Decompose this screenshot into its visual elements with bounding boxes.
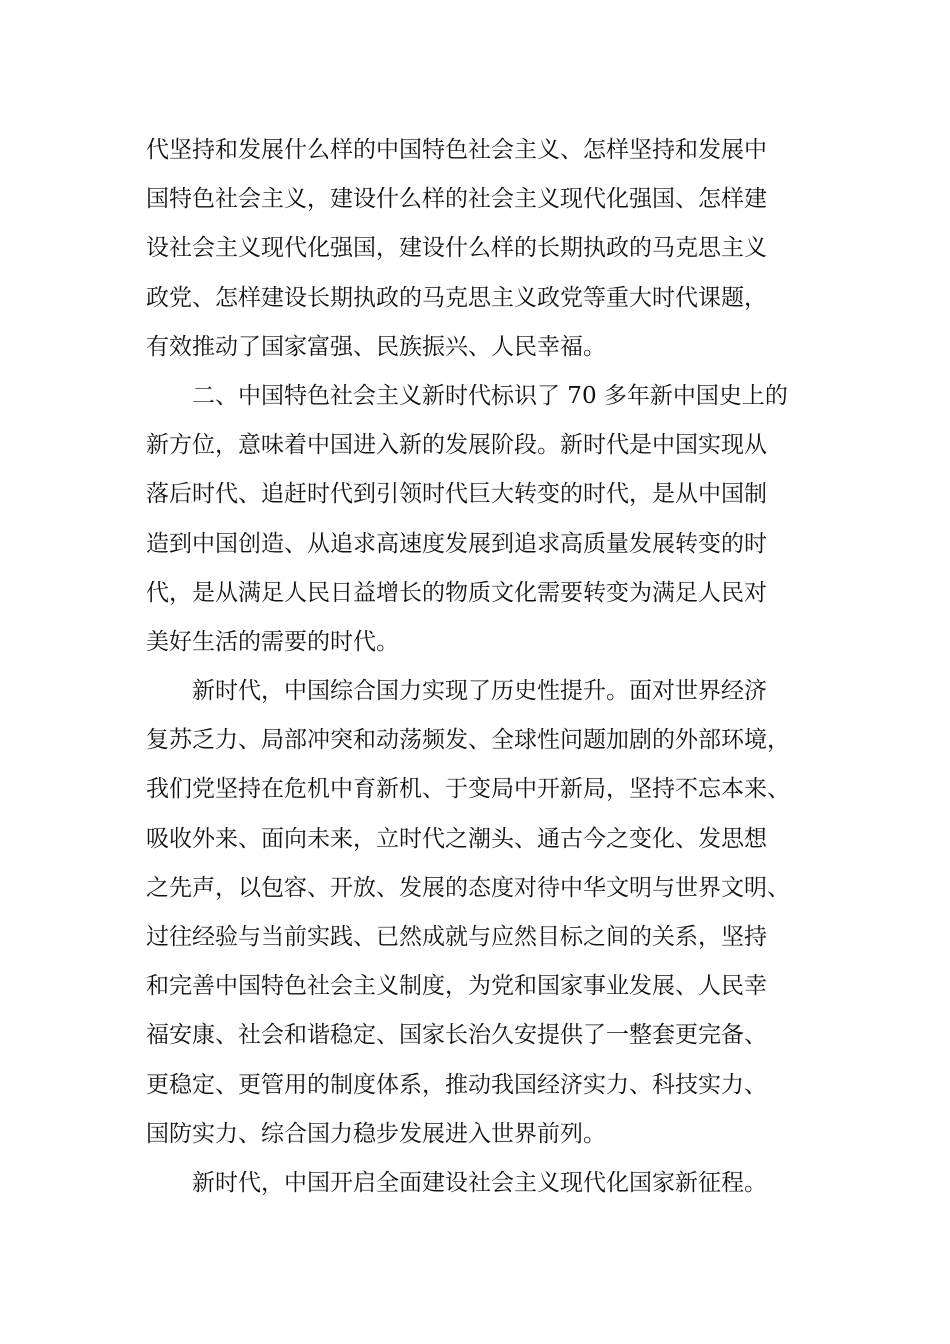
text-line: 之先声，以包容、开放、发展的态度对待中华文明与世界文明、 (146, 874, 790, 901)
text-line: 吸收外来、面向未来，立时代之潮头、通古今之变化、发思想 (146, 825, 767, 852)
text-line: 我们党坚持在危机中育新机、于变局中开新局，坚持不忘本来、 (146, 776, 790, 803)
text-line: 国特色社会主义，建设什么样的社会主义现代化强国、怎样建 (146, 186, 767, 213)
text-line: 福安康、社会和谐稳定、国家长治久安提供了一整套更完备、 (146, 1022, 767, 1049)
text-line: 有效推动了国家富强、民族振兴、人民幸福。 (146, 333, 606, 360)
text-line: 国防实力、综合国力稳步发展进入世界前列。 (146, 1120, 606, 1147)
paragraph-start-line: 新时代，中国开启全面建设社会主义现代化国家新征程。 (192, 1169, 767, 1196)
text-line: 过往经验与当前实践、已然成就与应然目标之间的关系，坚持 (146, 924, 767, 950)
text-line: 代，是从满足人民日益增长的物质文化需要转变为满足人民对 (146, 579, 767, 606)
text-line: 落后时代、追赶时代到引领时代巨大转变的时代，是从中国制 (146, 481, 767, 508)
text-line: 设社会主义现代化强国，建设什么样的长期执政的马克思主义 (146, 235, 767, 262)
text-line: 造到中国创造、从追求高速度发展到追求高质量发展转变的时 (146, 530, 767, 557)
text-line: 和完善中国特色社会主义制度，为党和国家事业发展、人民幸 (146, 973, 767, 1000)
text-line: 复苏乏力、局部冲突和动荡频发、全球性问题加剧的外部环境， (146, 727, 790, 754)
text-line: 新方位，意味着中国进入新的发展阶段。新时代是中国实现从 (146, 432, 767, 459)
paragraph-start-line: 二、中国特色社会主义新时代标识了 70 多年新中国史上的 (192, 382, 788, 409)
text-line: 代坚持和发展什么样的中国特色社会主义、怎样坚持和发展中 (146, 137, 767, 163)
text-line: 政党、怎样建设长期执政的马克思主义政党等重大时代课题， (146, 284, 767, 311)
text-line: 美好生活的需要的时代。 (146, 628, 399, 655)
paragraph-start-line: 新时代，中国综合国力实现了历史性提升。面对世界经济 (192, 678, 767, 705)
body-text (146, 126, 836, 1208)
text-line: 更稳定、更管用的制度体系，推动我国经济实力、科技实力、 (146, 1071, 767, 1098)
